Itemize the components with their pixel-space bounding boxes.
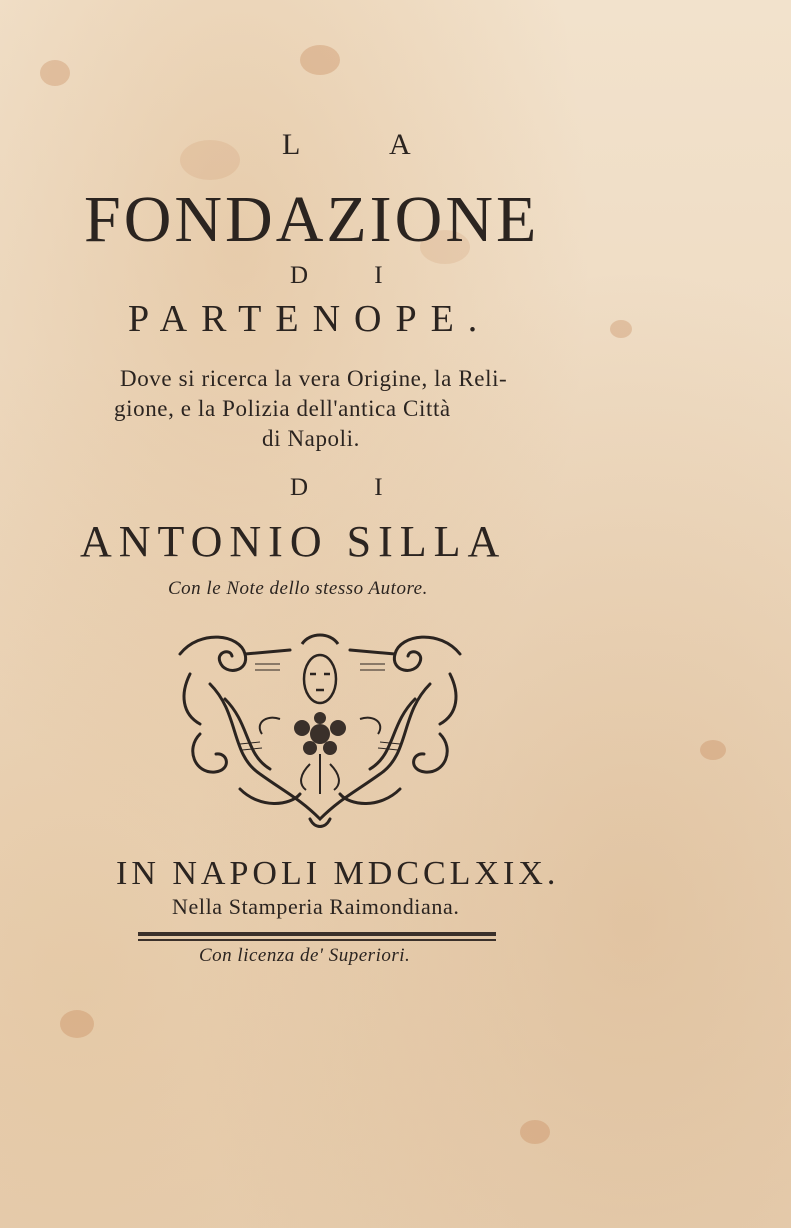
foxing-stain — [300, 45, 340, 75]
printer-name: Nella Stamperia Raimondiana. — [172, 894, 460, 919]
foxing-stain — [700, 740, 726, 760]
foxing-stain — [180, 140, 240, 180]
book-title: FONDAZIONE — [84, 183, 540, 256]
author-note: Con le Note dello stesso Autore. — [168, 578, 428, 599]
title-preposition: D I — [290, 262, 413, 289]
foxing-stain — [40, 60, 70, 86]
divider-rule — [138, 932, 496, 936]
foxing-stain — [610, 320, 632, 338]
printers-ornament-icon — [170, 624, 470, 832]
author-name: ANTONIO SILLA — [80, 517, 507, 566]
author-preposition: D I — [290, 474, 413, 501]
subtitle-line-1: Dove si ricerca la vera Origine, la Reli- — [120, 366, 508, 391]
title-subject: PARTENOPE. — [128, 298, 492, 340]
license-note: Con licenza de' Superiori. — [199, 945, 411, 966]
title-article: L A — [282, 128, 453, 161]
divider-rule-thin — [138, 939, 496, 941]
subtitle-line-2: gione, e la Polizia dell'antica Città — [114, 396, 451, 421]
foxing-stain — [60, 1010, 94, 1038]
foxing-stain — [520, 1120, 550, 1144]
subtitle-line-3: di Napoli. — [262, 426, 360, 451]
imprint-city-year: IN NAPOLI MDCCLXIX. — [116, 855, 560, 892]
